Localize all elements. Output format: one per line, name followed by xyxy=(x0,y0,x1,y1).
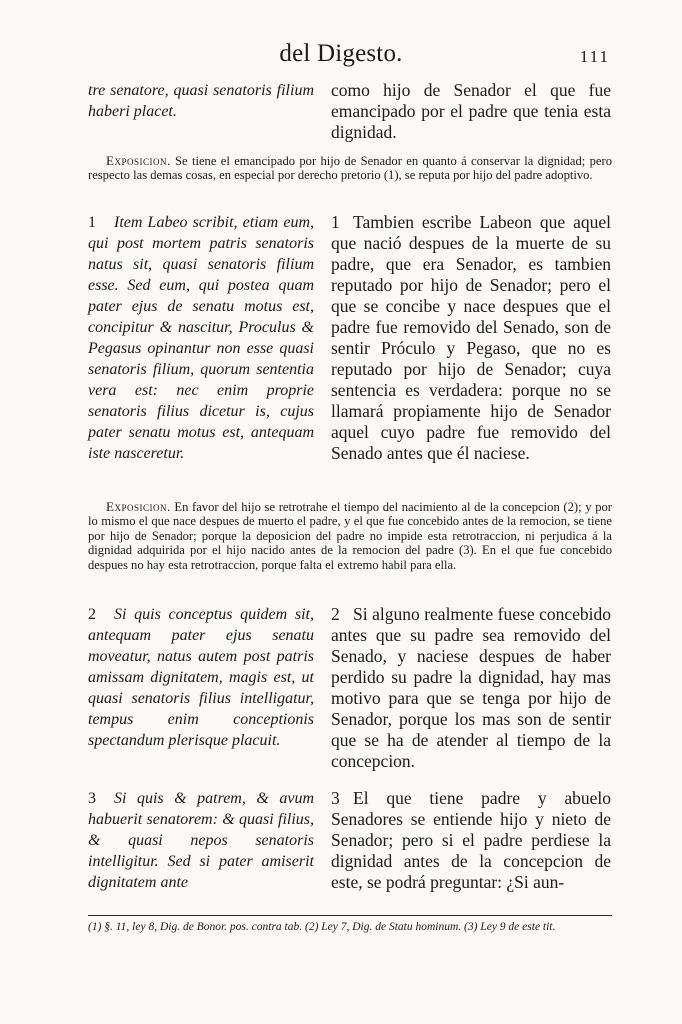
exposicion-1 xyxy=(88,154,612,183)
section-2-spanish-text: Si alguno realmente fuese concebido antes que su padre sea removido del Senado, y naciese despues de haber perdido su padre la dignidad, hay mas motivo para que se tenga por hijo de Senador, porque los mas son de sentir que se ha de atender al tiempo de la concepcion. xyxy=(331,604,611,771)
section-2-spanish xyxy=(331,604,611,772)
section-2-latin xyxy=(88,604,314,751)
section-1-latin-text: Item Labeo scribit, etiam eum, qui post mortem patris senatoris natus sit, quasi senatoris filium esse. Sed eum, qui postea quam pater ejus de senatu motus est, concipitur & nascitur, Proculus & Pegasus opinantur non esse quasi senatoris filium, quorum sententia vera est: nec enim proprie senatoris filius dicetur is, cujus pater senatu motus est, antequam iste nasceretur. xyxy=(88,214,314,462)
section-number: 3 xyxy=(88,790,96,807)
exposicion-2 xyxy=(88,500,612,572)
section-3-spanish xyxy=(331,788,611,893)
intro-spanish xyxy=(331,80,611,143)
section-number: 2 xyxy=(331,604,340,624)
section-1-latin xyxy=(88,212,314,464)
footnotes-text: (1) §. 11, ley 8, Dig. de Bonor. pos. contra tab. (2) Ley 7, Dig. de Statu hominum. (3) Ley 9 de este tit. xyxy=(88,921,556,933)
section-3-spanish-text: El que tiene padre y abuelo Senadores se entiende hijo y nieto de Senador; pero si el padre perdiese la dignidad antes de la concepcion de este, se podrá preguntar: ¿Si aun- xyxy=(331,788,611,892)
section-number: 1 xyxy=(88,214,96,231)
intro-latin-text: tre senatore, quasi senatoris filium haberi placet. xyxy=(88,82,314,120)
section-1-spanish xyxy=(331,212,611,464)
section-number: 3 xyxy=(331,788,340,808)
intro-spanish-text: como hijo de Senador el que fue emancipado por el padre que tenia esta dignidad. xyxy=(331,80,611,142)
exposicion-label: Exposicion. xyxy=(106,153,171,168)
section-number: 1 xyxy=(331,212,340,232)
section-2-latin-text: Si quis conceptus quidem sit, antequam pater ejus senatu moveatur, natus autem post patris amissam dignitatem, magis est, ut quasi senatoris filius intelligatur, tempus enim conceptionis spectandum plerisque placuit. xyxy=(88,606,314,749)
exposicion-text: En favor del hijo se retrotrahe el tiempo del nacimiento al de la concepcion (2); y por lo mismo el que nace despues de muerto el padre, y el que fue concebido antes de la remocion, se tiene por hijo de Senador; porque la deposicion del padre no impide esta retrotraccion, ni perjudica á la dignidad adquirida por el hijo nacido antes de la remocion del padre (3). En el que fue concebido despues no hay esta retrotraccion, porque falta el extremo habil para ella. xyxy=(88,500,612,572)
exposicion-label: Exposicion. xyxy=(106,499,171,514)
section-3-latin-text: Si quis & patrem, & avum habuerit senatorem: & quasi filius, & quasi nepos senatoris intelligitur. Sed si pater amiserit dignitatem ante xyxy=(88,790,314,891)
section-number: 2 xyxy=(88,606,96,623)
footnotes xyxy=(88,915,612,934)
section-1-spanish-text: Tambien escribe Labeon que aquel que nació despues de la muerte de su padre, que era Senador, es tambien reputado por hijo de Senador; pero el que se concibe y nace despues que el padre fue removido del Senado, son de sentir Próculo y Pegaso, que no es reputado por hijo de Senador; cuya sentencia es verdadera: porque no se llamará propiamente hijo de Senador aquel cuyo padre fue removido del Senado antes que él naciese. xyxy=(331,212,611,463)
intro-latin xyxy=(88,80,314,122)
exposicion-text: Se tiene el emancipado por hijo de Senador en quanto á conservar la dignidad; pero respecto las demas cosas, en especial por derecho pretorio (1), se reputa por hijo del padre adoptivo. xyxy=(88,154,612,183)
page-number: 111 xyxy=(579,47,610,66)
running-title: del Digesto. xyxy=(279,40,403,67)
section-3-latin xyxy=(88,788,314,893)
